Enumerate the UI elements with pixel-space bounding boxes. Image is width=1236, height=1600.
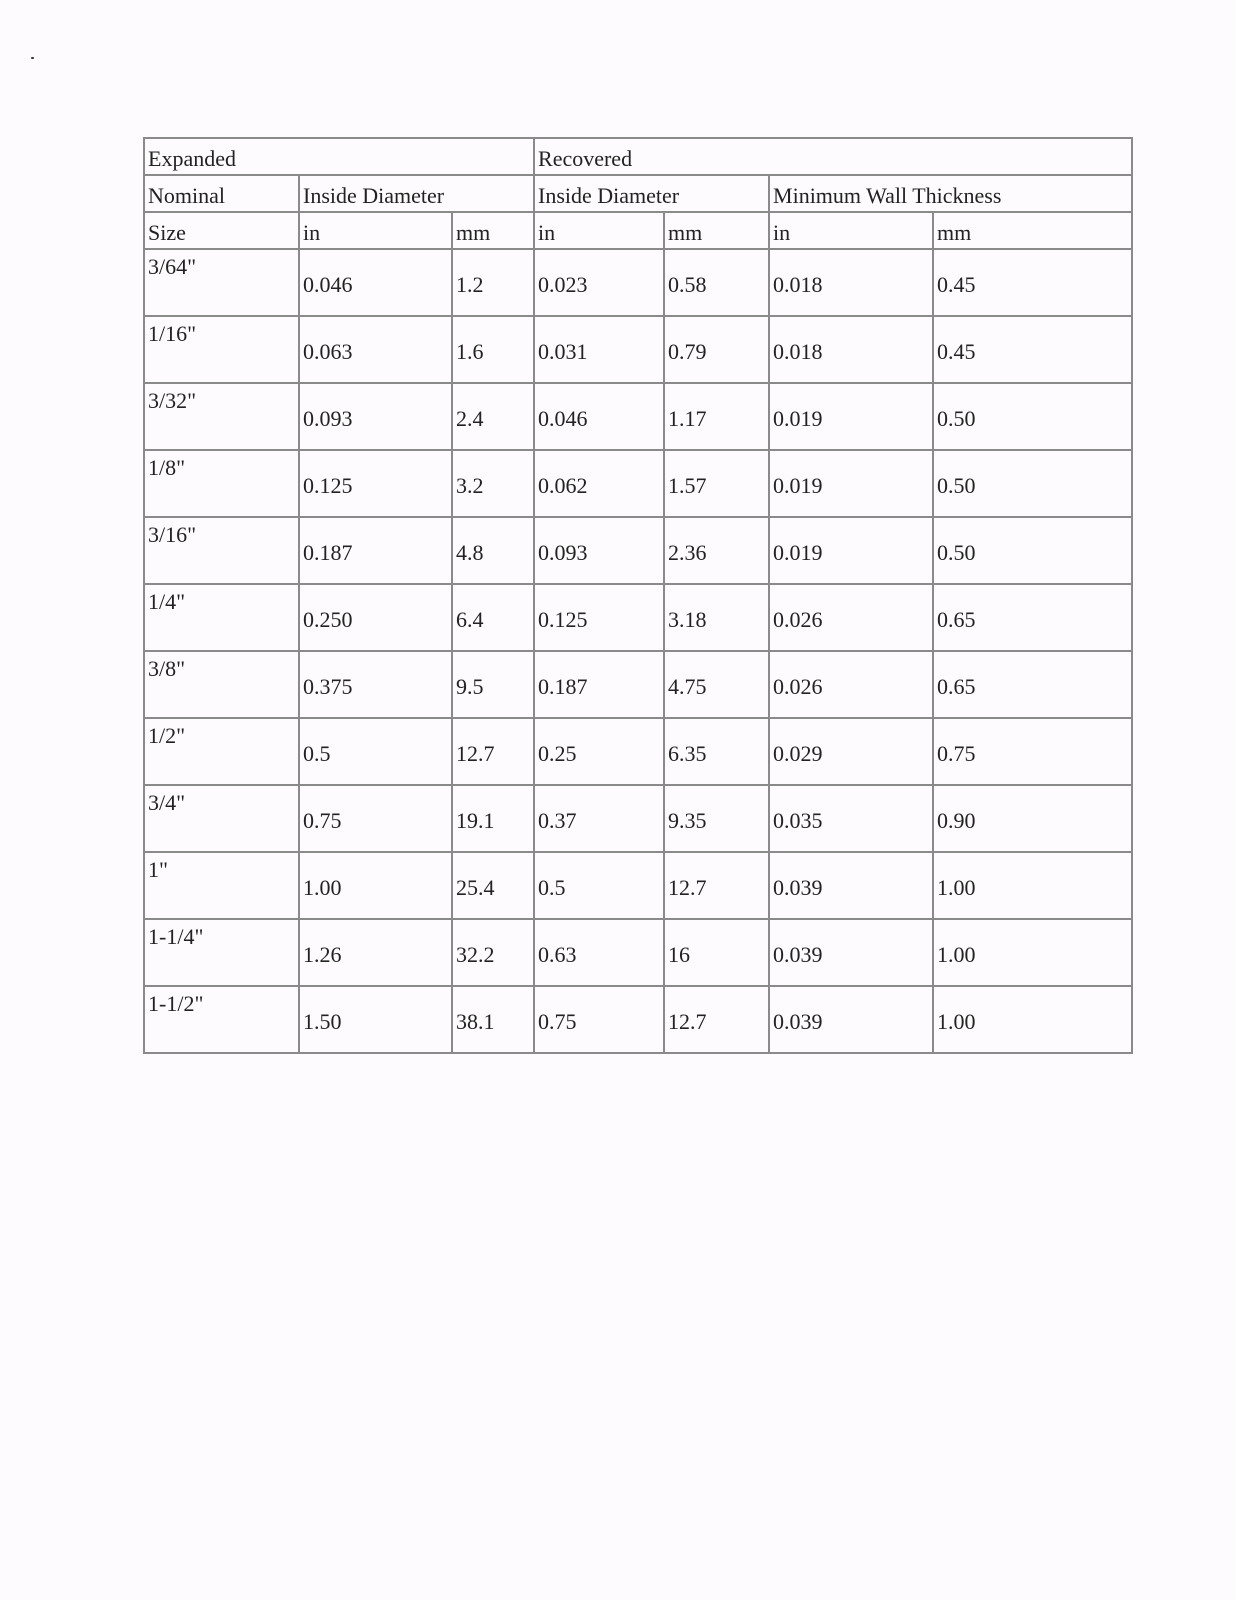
cell-exp-id-mm: 1.6 [452,316,534,383]
cell-wall-mm: 0.45 [933,249,1132,316]
cell-exp-id-mm: 38.1 [452,986,534,1053]
cell-exp-id-mm: 9.5 [452,651,534,718]
cell-rec-id-in: 0.187 [534,651,664,718]
cell-wall-mm: 0.65 [933,651,1132,718]
cell-rec-id-mm: 4.75 [664,651,769,718]
cell-rec-id-mm: 0.79 [664,316,769,383]
table-row [144,517,1132,584]
cell-rec-id-mm: 6.35 [664,718,769,785]
cell-wall-mm: 0.50 [933,517,1132,584]
cell-wall-mm: 1.00 [933,852,1132,919]
cell-rec-id-in: 0.046 [534,383,664,450]
cell-exp-id-in: 1.26 [299,919,452,986]
cell-exp-id-mm: 1.2 [452,249,534,316]
cell-exp-id-mm: 32.2 [452,919,534,986]
cell-wall-in: 0.019 [769,450,933,517]
header-expanded-inside-diameter: Inside Diameter [299,175,534,212]
cell-rec-id-mm: 9.35 [664,785,769,852]
cell-exp-id-in: 0.093 [299,383,452,450]
cell-size: 1/8" [144,450,299,517]
cell-rec-id-in: 0.023 [534,249,664,316]
table-row [144,651,1132,718]
cell-exp-id-in: 0.187 [299,517,452,584]
cell-exp-id-in: 1.50 [299,986,452,1053]
header-recovered: Recovered [534,138,1132,175]
cell-wall-in: 0.019 [769,517,933,584]
cell-size: 3/32" [144,383,299,450]
table-body [144,138,1132,1053]
header-exp-id-in: in [299,212,452,249]
cell-wall-mm: 1.00 [933,986,1132,1053]
table-row [144,852,1132,919]
cell-wall-in: 0.019 [769,383,933,450]
cell-wall-mm: 0.50 [933,383,1132,450]
cell-wall-in: 0.035 [769,785,933,852]
cell-size: 1/16" [144,316,299,383]
cell-exp-id-in: 0.250 [299,584,452,651]
cell-exp-id-mm: 2.4 [452,383,534,450]
cell-exp-id-mm: 6.4 [452,584,534,651]
cell-exp-id-in: 1.00 [299,852,452,919]
cell-wall-mm: 0.75 [933,718,1132,785]
cell-size: 3/8" [144,651,299,718]
header-rec-id-mm: mm [664,212,769,249]
cell-exp-id-in: 0.046 [299,249,452,316]
cell-wall-in: 0.018 [769,249,933,316]
cell-size: 1/4" [144,584,299,651]
cell-size: 1/2" [144,718,299,785]
cell-rec-id-mm: 1.17 [664,383,769,450]
table-row [144,718,1132,785]
cell-wall-in: 0.039 [769,852,933,919]
table-row [144,986,1132,1053]
cell-rec-id-mm: 1.57 [664,450,769,517]
cell-rec-id-mm: 3.18 [664,584,769,651]
header-rec-id-in: in [534,212,664,249]
table-row [144,450,1132,517]
cell-size: 3/16" [144,517,299,584]
cell-exp-id-in: 0.063 [299,316,452,383]
cell-rec-id-in: 0.25 [534,718,664,785]
cell-wall-in: 0.026 [769,651,933,718]
cell-rec-id-in: 0.75 [534,986,664,1053]
cell-wall-in: 0.039 [769,919,933,986]
header-exp-id-mm: mm [452,212,534,249]
header-row-2 [144,175,1132,212]
cell-rec-id-in: 0.63 [534,919,664,986]
cell-exp-id-mm: 3.2 [452,450,534,517]
header-wall-in: in [769,212,933,249]
cell-wall-in: 0.026 [769,584,933,651]
header-minimum-wall-thickness: Minimum Wall Thickness [769,175,1132,212]
cell-exp-id-in: 0.75 [299,785,452,852]
header-nominal: Nominal [144,175,299,212]
cell-size: 1" [144,852,299,919]
table-row [144,383,1132,450]
cell-exp-id-in: 0.125 [299,450,452,517]
cell-rec-id-in: 0.37 [534,785,664,852]
cell-exp-id-mm: 25.4 [452,852,534,919]
cell-wall-mm: 1.00 [933,919,1132,986]
cell-size: 3/4" [144,785,299,852]
header-wall-mm: mm [933,212,1132,249]
cell-exp-id-in: 0.375 [299,651,452,718]
cell-wall-mm: 0.50 [933,450,1132,517]
cell-exp-id-mm: 4.8 [452,517,534,584]
header-row-1 [144,138,1132,175]
cell-exp-id-mm: 12.7 [452,718,534,785]
cell-rec-id-mm: 16 [664,919,769,986]
cell-wall-in: 0.039 [769,986,933,1053]
cell-exp-id-in: 0.5 [299,718,452,785]
scan-speck [31,57,34,59]
cell-rec-id-mm: 0.58 [664,249,769,316]
header-expanded: Expanded [144,138,534,175]
cell-wall-mm: 0.45 [933,316,1132,383]
table-row [144,919,1132,986]
table-row [144,316,1132,383]
cell-size: 1-1/4" [144,919,299,986]
cell-rec-id-mm: 12.7 [664,852,769,919]
cell-rec-id-mm: 12.7 [664,986,769,1053]
cell-exp-id-mm: 19.1 [452,785,534,852]
header-row-3 [144,212,1132,249]
cell-wall-mm: 0.65 [933,584,1132,651]
cell-rec-id-in: 0.031 [534,316,664,383]
cell-wall-in: 0.018 [769,316,933,383]
cell-rec-id-in: 0.062 [534,450,664,517]
cell-size: 3/64" [144,249,299,316]
cell-rec-id-in: 0.093 [534,517,664,584]
table-row [144,249,1132,316]
cell-size: 1-1/2" [144,986,299,1053]
header-recovered-inside-diameter: Inside Diameter [534,175,769,212]
cell-rec-id-in: 0.5 [534,852,664,919]
cell-wall-in: 0.029 [769,718,933,785]
header-size: Size [144,212,299,249]
tubing-size-table [143,137,1133,1054]
cell-wall-mm: 0.90 [933,785,1132,852]
table-row [144,785,1132,852]
table-row [144,584,1132,651]
cell-rec-id-mm: 2.36 [664,517,769,584]
cell-rec-id-in: 0.125 [534,584,664,651]
